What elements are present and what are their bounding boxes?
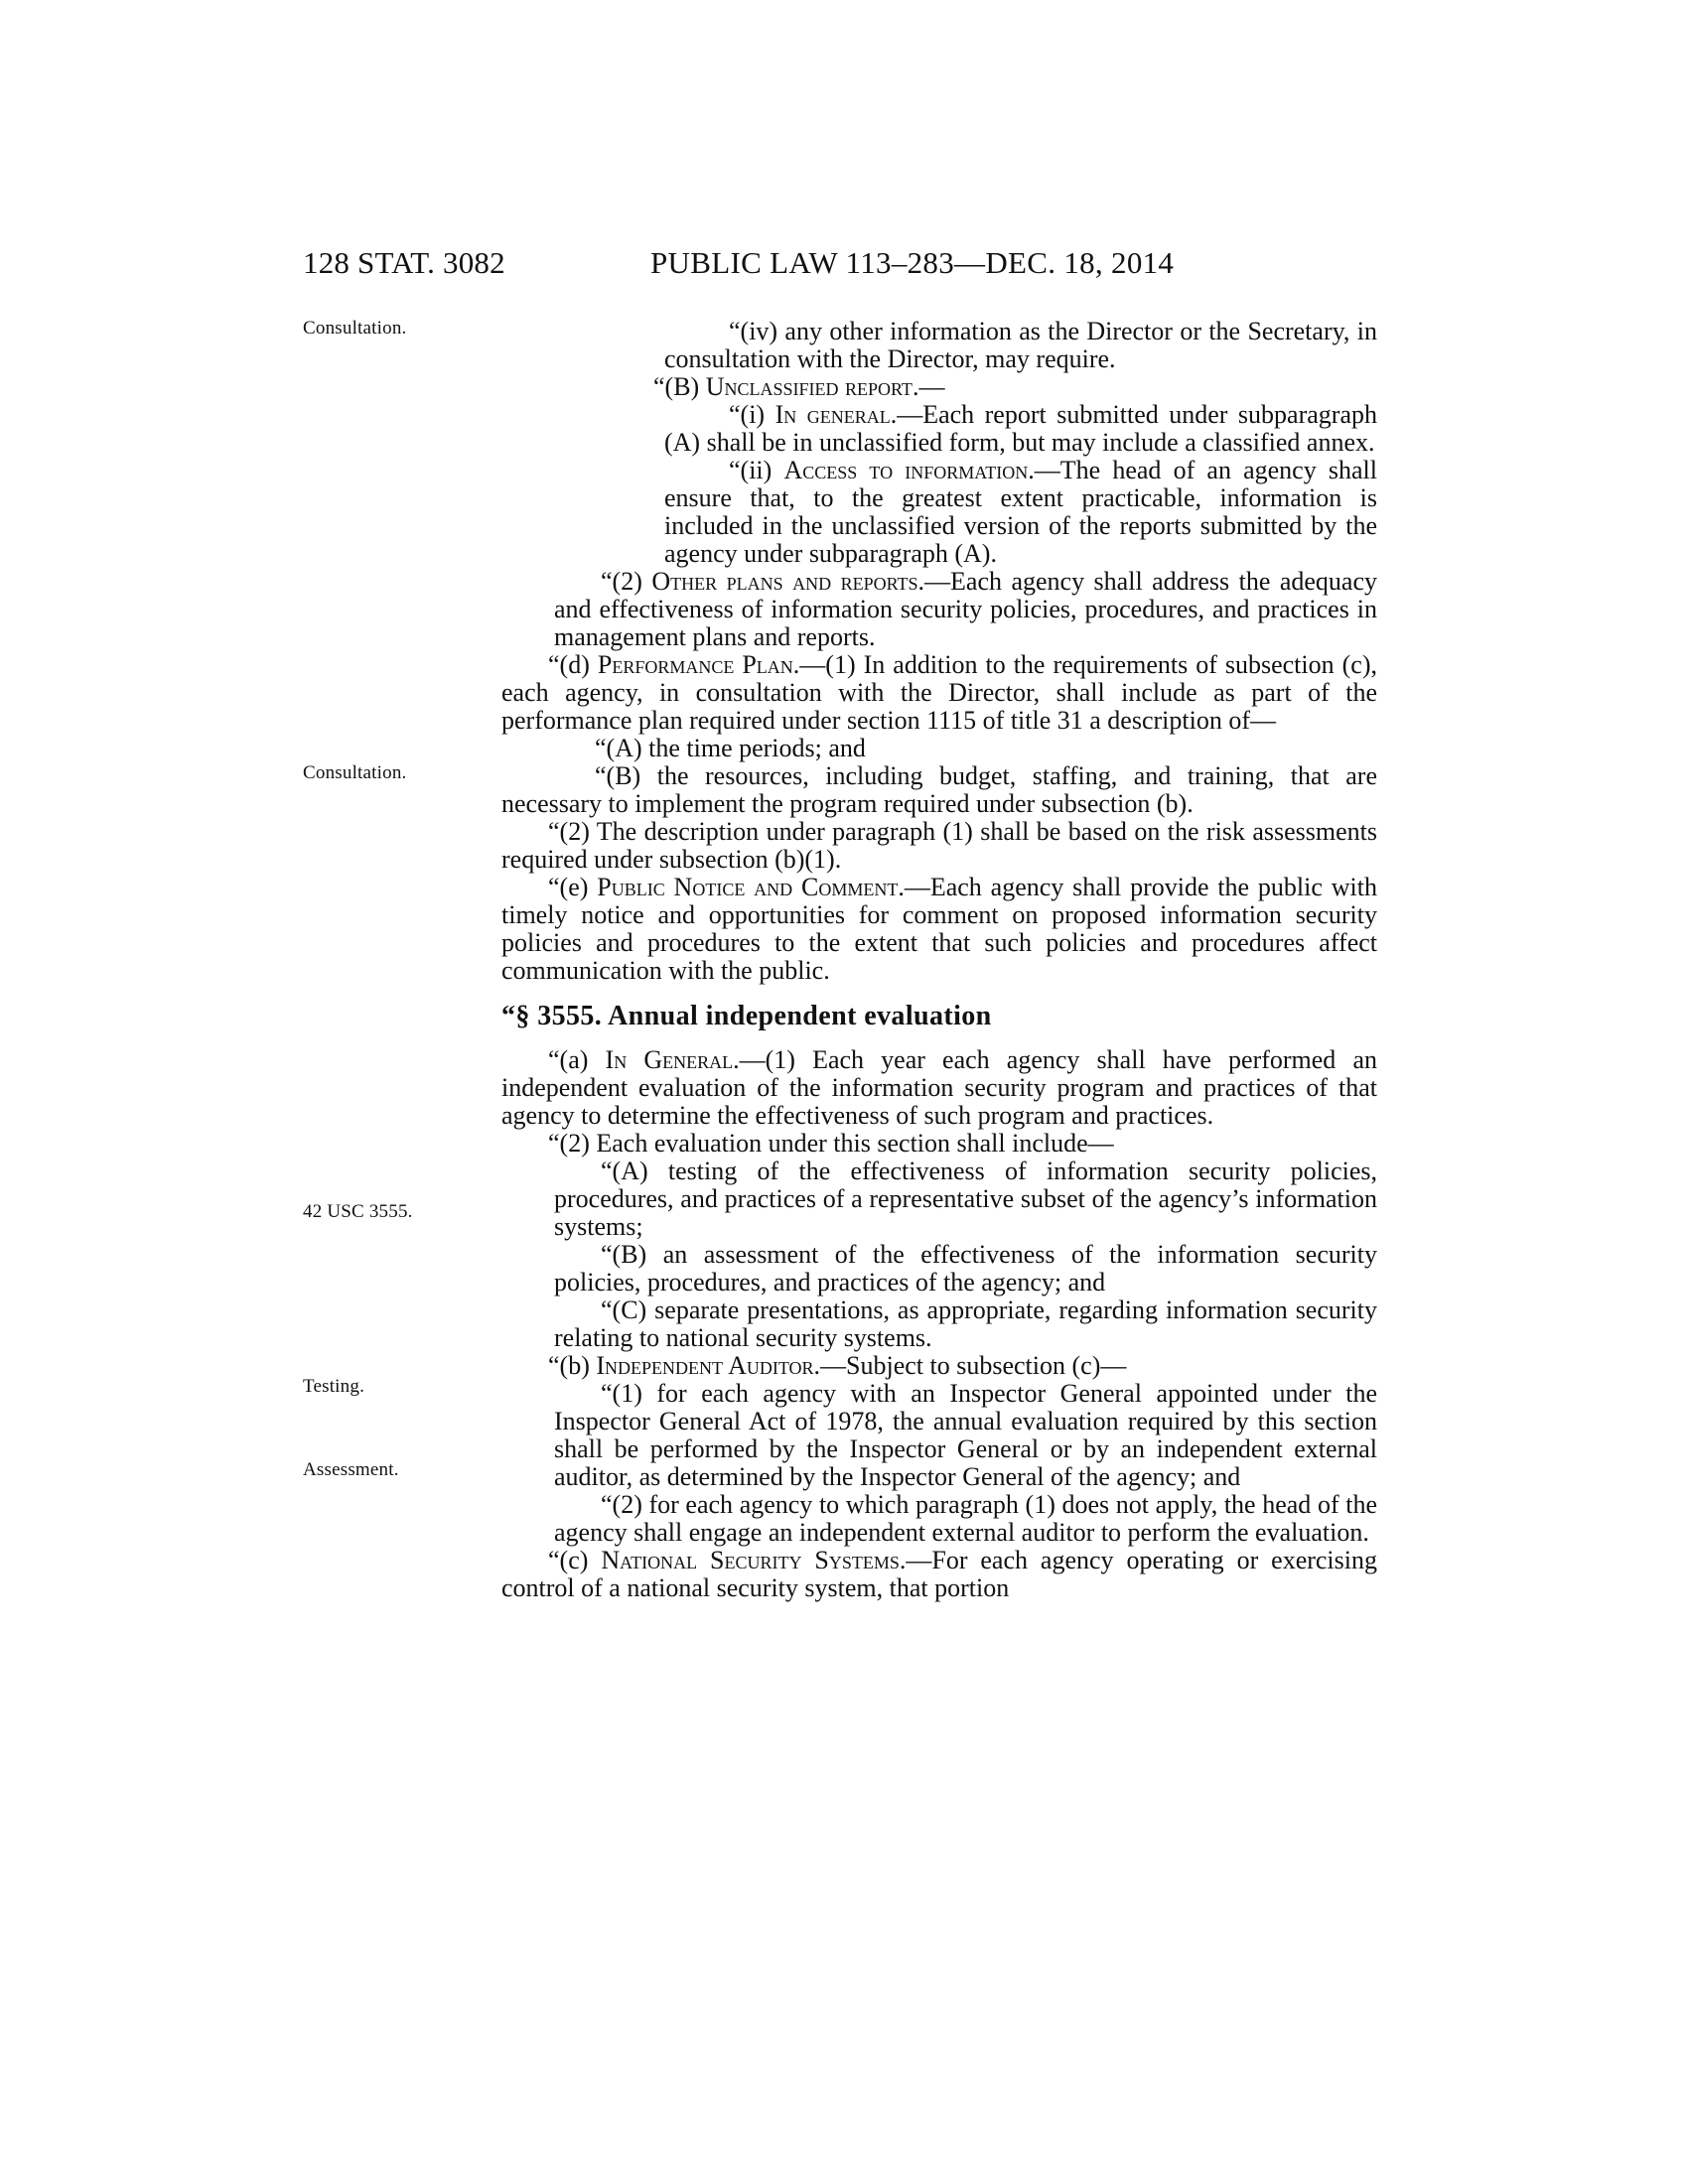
heading-in-general-section: In General [605, 1045, 734, 1074]
paragraph-d-performance-plan: “(d) Performance Plan.—(1) In addition to the requirements of subsection (c), each agency, in consultation with the Director, shall include as part of the performance plan required under section 1115 of title 31 a description of— [501, 650, 1377, 735]
margin-note-consultation: Consultation. [303, 762, 407, 783]
paragraph-2-other-plans: “(2) Other plans and reports.—Each agency shall address the adequacy and effectiveness of information security policies, procedures, and practices in management plans and reports. [554, 567, 1377, 651]
paragraph-ii: “(ii) Access to information.—The head of an agency shall ensure that, to the greatest extent practicable, information is included in the unclassified version of the reports submitted by the agency under subparagraph (A). [664, 456, 1377, 568]
margin-note-assessment: Assessment. [303, 1459, 399, 1480]
heading-unclassified-report: Unclassified report [705, 372, 913, 401]
paragraph-b-unclassified: “(B) Unclassified report.— [653, 372, 945, 401]
heading-access-to-information: Access to information [783, 456, 1029, 484]
heading-in-general: In general [774, 400, 891, 429]
paragraph-b-resources: “(B) the resources, including budget, staffing, and training, that are necessary to implement the program required under subsection (b). [501, 761, 1377, 818]
page-header [0, 245, 1688, 285]
paragraph-b-independent-auditor: “(b) Independent Auditor.—Subject to subsection (c)— [548, 1351, 1127, 1380]
paragraph-e-public-notice: “(e) Public Notice and Comment.—Each agency shall provide the public with timely notice and opportunities for comment on proposed information security policies and procedures to the extent that such policies and procedures affect communication with the public. [501, 873, 1377, 985]
paragraph-c-national-security: “(c) National Security Systems.—For each agency operating or exercising control of a national security system, that portion [501, 1546, 1377, 1602]
paragraph-a-time-periods: “(A) the time periods; and [595, 734, 866, 762]
document-body [501, 318, 1377, 1602]
heading-public-notice: Public Notice and Comment [597, 873, 899, 901]
running-head: PUBLIC LAW 113–283—DEC. 18, 2014 [650, 245, 1175, 280]
paragraph-2-description: “(2) The description under paragraph (1) shall be based on the risk assessments required under subsection (b)(1). [501, 817, 1377, 874]
margin-note-usc: 42 USC 3555. [303, 1201, 413, 1222]
section-heading: “§ 3555. Annual independent evaluation [501, 1001, 992, 1031]
margin-note-testing: Testing. [303, 1376, 365, 1397]
paragraph-2-external-auditor: “(2) for each agency to which paragraph (1) does not apply, the head of the agency shall engage an independent external auditor to perform the evaluation. [554, 1490, 1377, 1547]
paragraph-iv: “(iv) any other information as the Director or the Secretary, in consultation with the Director, may require. [664, 317, 1377, 373]
page-number: 128 STAT. 3082 [303, 245, 505, 280]
paragraph-2-each-evaluation: “(2) Each evaluation under this section shall include— [548, 1129, 1114, 1158]
heading-national-security-systems: National Security Systems [601, 1546, 900, 1574]
paragraph-b-assessment: “(B) an assessment of the effectiveness of the information security policies, procedures, and practices of the agency; and [554, 1240, 1377, 1297]
heading-performance-plan: Performance Plan [597, 650, 793, 679]
paragraph-1-inspector-general: “(1) for each agency with an Inspector General appointed under the Inspector General Act of 1978, the annual evaluation required by this section shall be performed by the Inspector General or by an independent external auditor, as determined by the Inspector General of the agency; and [554, 1379, 1377, 1491]
heading-independent-auditor: Independent Auditor [596, 1351, 814, 1380]
paragraph-a-in-general: “(a) In General.—(1) Each year each agency shall have performed an independent evaluation of the information security program and practices of that agency to determine the effectiveness of such program and practices. [501, 1045, 1377, 1130]
paragraph-c-separate-presentations: “(C) separate presentations, as appropriate, regarding information security relating to national security systems. [554, 1296, 1377, 1352]
paragraph-i: “(i) In general.—Each report submitted under subparagraph (A) shall be in unclassified form, but may include a classified annex. [664, 400, 1377, 457]
heading-other-plans: Other plans and reports [651, 567, 918, 596]
margin-note-consultation: Consultation. [303, 318, 407, 339]
paragraph-a-testing: “(A) testing of the effectiveness of information security policies, procedures, and practices of a representative subset of the agency’s information systems; [554, 1157, 1377, 1241]
